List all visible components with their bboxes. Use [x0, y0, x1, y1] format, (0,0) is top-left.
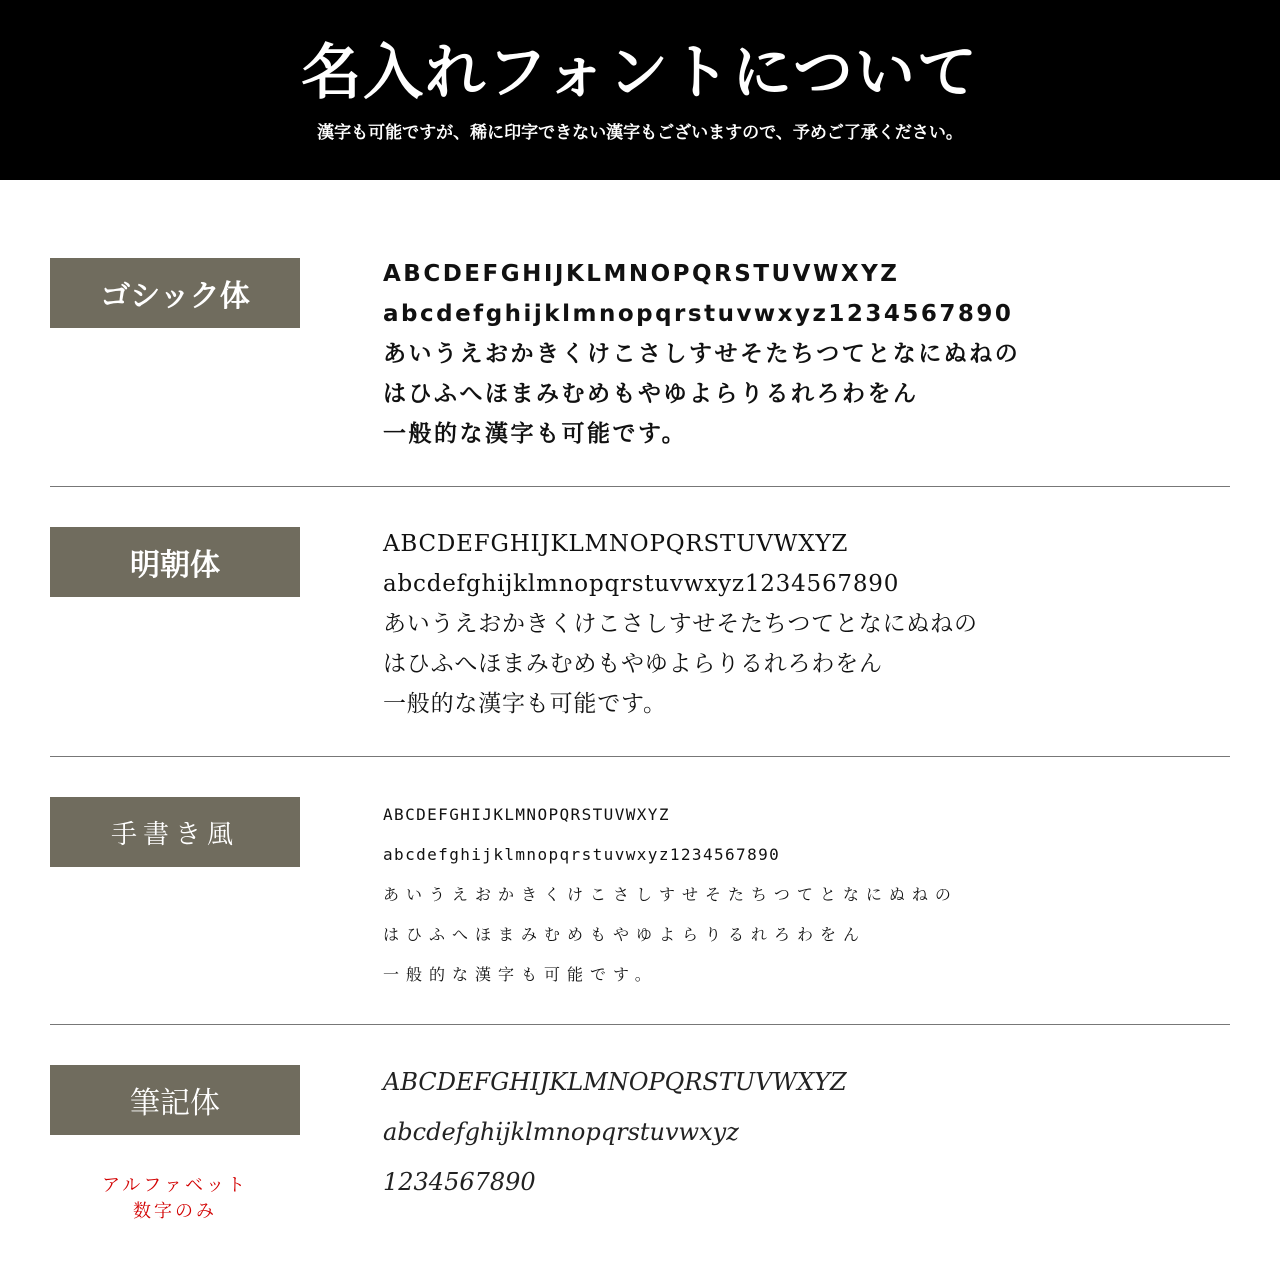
cursive-note: [50, 1173, 300, 1225]
section-divider: [50, 486, 1230, 487]
sample-uppercase: ABCDEFGHIJKLMNOPQRSTUVWXYZ: [383, 1068, 847, 1096]
sample-hiragana-1: あいうえおかきくけこさしすせそたちつてとなにぬねの: [383, 341, 1021, 367]
sample-hiragana-2: はひふへほまみむめもやゆよらりるれろわをん: [383, 925, 867, 944]
font-samples-gothic: [383, 254, 1223, 454]
sample-hiragana-1: あいうえおかきくけこさしすせそたちつてとなにぬねの: [383, 611, 978, 637]
sample-hiragana-1: あいうえおかきくけこさしすせそたちつてとなにぬねの: [383, 885, 958, 904]
sample-kanji-note: 一般的な漢字も可能です。: [383, 421, 688, 447]
sample-hiragana-2: はひふへほまみむめもやゆよらりるれろわをん: [383, 651, 883, 677]
sample-uppercase: ABCDEFGHIJKLMNOPQRSTUVWXYZ: [383, 261, 900, 287]
font-label-mincho: 明朝体: [50, 527, 300, 597]
section-divider: [50, 756, 1230, 757]
font-label-gothic: ゴシック体: [50, 258, 300, 328]
page-subtitle: 漢字も可能ですが、稀に印字できない漢字もございますので、予めご了承ください。: [317, 123, 963, 143]
sample-lowercase-digits: abcdefghijklmnopqrstuvwxyz1234567890: [383, 571, 900, 597]
sample-uppercase: ABCDEFGHIJKLMNOPQRSTUVWXYZ: [383, 805, 670, 824]
page-title: 名入れフォントについて: [301, 38, 979, 108]
cursive-note-line-2: 数字のみ: [133, 1201, 217, 1222]
section-divider: [50, 1024, 1230, 1025]
font-label-cursive: 筆記体: [50, 1065, 300, 1135]
sample-uppercase: ABCDEFGHIJKLMNOPQRSTUVWXYZ: [383, 531, 849, 557]
cursive-note-line-1: アルファベット: [102, 1175, 248, 1196]
font-label-handwriting: 手書き風: [50, 797, 300, 867]
sample-lowercase-digits: abcdefghijklmnopqrstuvwxyz1234567890: [383, 845, 781, 864]
font-samples-mincho: [383, 524, 1223, 724]
sample-lowercase-digits: abcdefghijklmnopqrstuvwxyz1234567890: [383, 301, 1014, 327]
sample-digits: 1234567890: [383, 1168, 536, 1196]
sample-lowercase: abcdefghijklmnopqrstuvwxyz: [383, 1118, 739, 1146]
page-header: [0, 0, 1280, 180]
sample-kanji-note: 一般的な漢字も可能です。: [383, 965, 658, 984]
sample-kanji-note: 一般的な漢字も可能です。: [383, 691, 667, 717]
font-samples-handwriting: [383, 795, 1223, 995]
sample-hiragana-2: はひふへほまみむめもやゆよらりるれろわをん: [383, 381, 919, 407]
font-samples-cursive: [383, 1057, 1223, 1207]
